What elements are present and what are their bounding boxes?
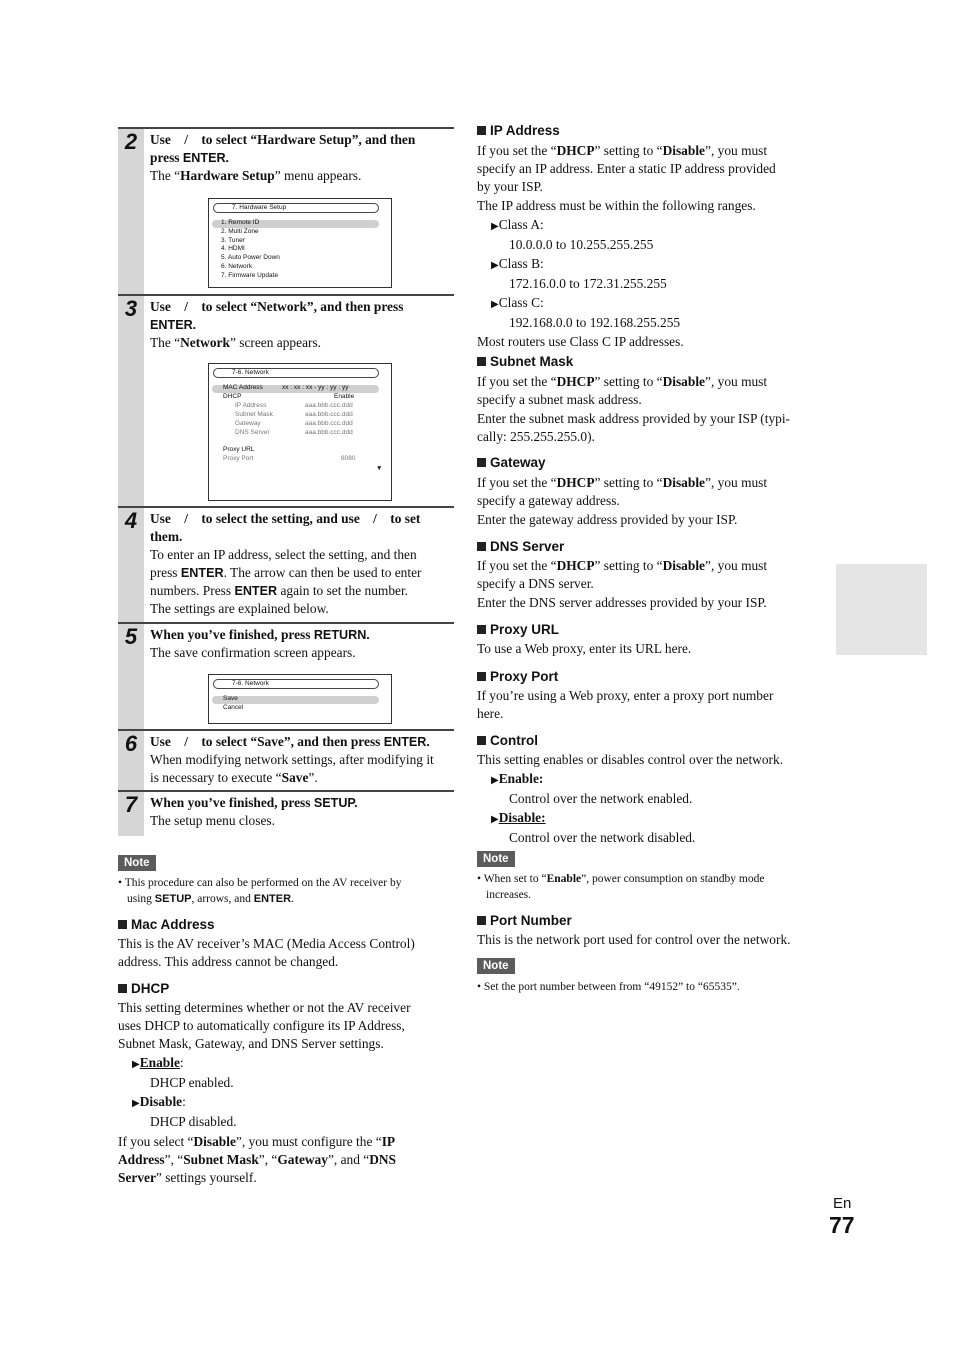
text: If you’re using a Web proxy, enter a proxy port number	[477, 688, 774, 703]
text: ”, you must configure the “	[235, 1134, 382, 1149]
text: ” setting to “	[594, 374, 663, 389]
text: 10.0.0.0 to 10.255.255.255	[509, 237, 654, 252]
subnet-mask-text	[477, 373, 822, 446]
option-disable: Disable:	[498, 810, 546, 825]
menu-item: 2. Multi Zone	[221, 227, 259, 235]
text: Subnet Mask, Gateway, and DNS Server settings.	[118, 1036, 384, 1051]
text: here.	[477, 706, 504, 721]
step-instruction: Use / to select “Network”, and then press	[150, 299, 404, 314]
field-value: aaa.bbb.ccc.ddd	[305, 429, 353, 436]
text: DHCP	[556, 143, 595, 158]
text: cally: 255.255.255.0).	[477, 429, 595, 444]
text: Control over the network disabled.	[509, 830, 696, 845]
proxy-port-label: Proxy Port	[223, 455, 254, 462]
text: When modifying network settings, after modifying it	[150, 752, 434, 767]
text: The save confirmation screen appears.	[150, 645, 356, 660]
square-bullet-icon	[118, 984, 127, 993]
square-bullet-icon	[477, 672, 486, 681]
step-number: 5	[118, 624, 144, 730]
text: ”, you must	[705, 143, 768, 158]
text: Disable	[662, 374, 705, 389]
enter-key-label: ENTER	[234, 584, 278, 598]
proxy-url-heading	[477, 622, 559, 637]
text: If you set the “	[477, 374, 557, 389]
text: numbers. Press	[150, 583, 235, 598]
return-key-label: RETURN.	[313, 628, 370, 642]
triangle-bullet-icon: ▶	[132, 1098, 140, 1109]
text: 172.16.0.0 to 172.31.255.255	[509, 276, 667, 291]
page-number: 77	[829, 1212, 855, 1238]
text: Save	[281, 770, 309, 785]
menu-item: 4. HDMI	[221, 245, 245, 253]
field-label: DNS Server	[235, 429, 270, 436]
text: ”, “	[164, 1152, 184, 1167]
text: Address	[118, 1152, 165, 1167]
field-value: aaa.bbb.ccc.ddd	[305, 411, 353, 418]
option-disable: Disable	[139, 1094, 183, 1109]
gateway-text	[477, 474, 822, 529]
text: • When set to “	[477, 873, 547, 885]
text: Disable	[662, 143, 705, 158]
text: . The arrow can then be used to enter	[223, 565, 422, 580]
text: Most routers use Class C IP addresses.	[477, 334, 684, 349]
text: by your ISP.	[477, 179, 543, 194]
text: DHCP	[556, 374, 595, 389]
subnet-mask-heading	[477, 354, 573, 369]
dhcp-text: This setting determines whether or not the AV receiver uses DHCP to automatically configure its IP Address, Subnet Mask, Gateway, and DNS Server settings. ▶Enable: DHCP enabled. ▶Disable: DHCP disabled. If you select “Disable”, you must configure the “IP Address”, “Subnet Mask”, “Gateway”, and “DNS Server” settings yourself.	[118, 999, 458, 1187]
text: Gateway	[277, 1152, 328, 1167]
text: uses DHCP to automatically configure its IP Address,	[118, 1018, 405, 1033]
text: ” setting to “	[594, 143, 663, 158]
text: The “	[150, 168, 181, 183]
menu-name: Hardware Setup	[180, 168, 275, 183]
square-bullet-icon	[477, 916, 486, 925]
text: again to set the number.	[277, 583, 409, 598]
proxy-port-text	[477, 687, 822, 723]
text: is necessary to execute “	[150, 770, 282, 785]
step-number: 6	[118, 731, 144, 792]
setup-key-label: SETUP	[154, 893, 192, 905]
menu-item: 7. Firmware Update	[221, 271, 279, 279]
text: ” screen appears.	[229, 335, 322, 350]
text: 192.168.0.0 to 192.168.255.255	[509, 315, 681, 330]
mac-value: xx : xx : xx - yy : yy : yy	[282, 384, 349, 391]
square-bullet-icon	[477, 458, 486, 467]
text: Disable	[662, 475, 705, 490]
hardware-setup-screen	[208, 198, 392, 288]
text: Enter the gateway address provided by your ISP.	[477, 512, 738, 527]
step-4	[118, 506, 454, 624]
note-badge: Note	[477, 958, 515, 974]
text: ”, you must	[705, 475, 768, 490]
text: Enter the DNS server addresses provided by your ISP.	[477, 595, 767, 610]
setup-key-label: SETUP.	[313, 796, 358, 810]
text: ”.	[308, 770, 318, 785]
text: Subnet Mask	[183, 1152, 259, 1167]
triangle-bullet-icon: ▶	[491, 260, 499, 271]
proxy-url-label: Proxy URL	[223, 446, 255, 453]
text: DHCP	[556, 475, 595, 490]
text: ”, power consumption on standby mode	[581, 873, 765, 885]
text: specify an IP address. Enter a static IP address provided	[477, 161, 776, 176]
text: using	[127, 893, 155, 905]
text: This setting determines whether or not the AV receiver	[118, 1000, 411, 1015]
text: DNS	[369, 1152, 397, 1167]
dhcp-label: DHCP	[223, 393, 242, 400]
proxy-port-value: 8080	[341, 455, 356, 462]
menu-name: Network	[180, 335, 230, 350]
heading-text: DNS Server	[490, 539, 565, 554]
triangle-bullet-icon: ▶	[491, 221, 499, 232]
text: ” menu appears.	[274, 168, 362, 183]
text: This setting enables or disables control over the network.	[477, 752, 784, 767]
text: address. This address cannot be changed.	[118, 954, 339, 969]
square-bullet-icon	[477, 625, 486, 634]
enter-key-label: ENTER.	[150, 318, 197, 332]
text: Class B:	[498, 256, 544, 271]
dns-server-text	[477, 557, 822, 612]
screen-title: 7-6. Network	[213, 368, 379, 378]
enter-key-label: ENTER	[180, 566, 224, 580]
save-confirm-screen	[208, 674, 392, 724]
dhcp-value: Enable	[334, 393, 355, 400]
step-number: 2	[118, 129, 144, 295]
menu-item: 1. Remote ID	[221, 219, 260, 226]
text: To enter an IP address, select the setting, and then	[150, 547, 417, 562]
step-6	[118, 729, 454, 792]
ip-address-text	[477, 142, 822, 351]
option-enable: Enable	[139, 1055, 180, 1070]
field-label: Gateway	[235, 420, 261, 427]
note-badge: Note	[477, 851, 515, 867]
enter-key-label: ENTER	[253, 893, 292, 905]
square-bullet-icon	[477, 542, 486, 551]
text: Class A:	[498, 217, 544, 232]
menu-item: 6. Network	[221, 263, 253, 270]
text: The settings are explained below.	[150, 601, 329, 616]
text: If you set the “	[477, 143, 557, 158]
text: Disable	[193, 1134, 236, 1149]
text: Control over the network enabled.	[509, 791, 693, 806]
heading-text: Port Number	[490, 913, 572, 928]
text: The setup menu closes.	[150, 813, 275, 828]
step-instruction: Use / to select “Hardware Setup”, and then	[150, 132, 416, 147]
text: specify a gateway address.	[477, 493, 620, 508]
mac-label: MAC Address	[223, 384, 263, 391]
text: ”, you must	[705, 374, 768, 389]
proxy-url-text: To use a Web proxy, enter its URL here.	[477, 641, 692, 656]
port-note-text: • Set the port number between from “49152” to “65535”.	[477, 981, 740, 993]
control-heading	[477, 733, 538, 748]
text: increases.	[486, 889, 532, 901]
text: ” setting to “	[594, 475, 663, 490]
field-value: aaa.bbb.ccc.ddd	[305, 420, 353, 427]
square-bullet-icon	[477, 736, 486, 745]
enter-key-label: ENTER.	[383, 735, 430, 749]
heading-text: IP Address	[490, 123, 560, 138]
language-label: En	[833, 1195, 852, 1212]
port-number-text: This is the network port used for control over the network.	[477, 932, 791, 947]
text: This is the AV receiver’s MAC (Media Access Control)	[118, 936, 415, 951]
note-text	[118, 875, 458, 907]
square-bullet-icon	[118, 920, 127, 929]
text: Class C:	[498, 295, 544, 310]
heading-text: DHCP	[131, 981, 170, 996]
text: DHCP	[556, 558, 595, 573]
step-number: 4	[118, 508, 144, 624]
square-bullet-icon	[477, 357, 486, 366]
screen-title: 7. Hardware Setup	[213, 203, 379, 213]
menu-item: 3. Tuner	[221, 236, 245, 244]
proxy-port-heading	[477, 669, 558, 684]
dhcp-heading	[118, 981, 169, 996]
note-badge: Note	[118, 855, 156, 871]
step-instruction: When you’ve finished, press	[150, 627, 314, 642]
heading-text: Proxy URL	[490, 622, 560, 637]
step-instruction: Use / to select “Save”, and then press	[150, 734, 384, 749]
text: If you set the “	[477, 558, 557, 573]
text: IP	[381, 1134, 396, 1149]
text: ” setting to “	[594, 558, 663, 573]
heading-text: Proxy Port	[490, 669, 559, 684]
triangle-bullet-icon: ▶	[132, 1059, 140, 1070]
text: If you select “	[118, 1134, 194, 1149]
heading-text: Mac Address	[131, 917, 215, 932]
step-instruction: Use / to select the setting, and use / to set	[150, 511, 421, 526]
dns-server-heading	[477, 539, 564, 554]
field-label: IP Address	[235, 402, 267, 409]
triangle-bullet-icon: ▶	[491, 775, 499, 786]
text: Server	[118, 1170, 156, 1185]
text: DHCP disabled.	[150, 1114, 237, 1129]
control-note-text	[477, 871, 822, 903]
scroll-down-icon: ▼	[376, 465, 383, 472]
screen-title: 7-6. Network	[213, 679, 379, 689]
section-side-tab	[836, 564, 927, 655]
square-bullet-icon	[477, 126, 486, 135]
heading-text: Control	[490, 733, 538, 748]
step-number: 3	[118, 296, 144, 508]
text: Enable	[546, 873, 582, 885]
step-instruction-cont: them.	[150, 529, 183, 544]
menu-item: 5. Auto Power Down	[221, 254, 280, 262]
text: specify a subnet mask address.	[477, 392, 642, 407]
text: Enter the subnet mask address provided by your ISP (typi-	[477, 411, 791, 426]
menu-item-cancel: Cancel	[223, 704, 244, 711]
text: ”, and “	[327, 1152, 370, 1167]
ip-address-heading	[477, 123, 560, 138]
menu-item-save: Save	[223, 695, 238, 702]
step-7	[118, 790, 454, 836]
text: The “	[150, 335, 181, 350]
text: DHCP enabled.	[150, 1075, 234, 1090]
text: ”, you must	[705, 558, 768, 573]
control-text	[477, 751, 822, 847]
heading-text: Gateway	[490, 455, 546, 470]
step-instruction: When you’ve finished, press	[150, 795, 314, 810]
text: specify a DNS server.	[477, 576, 594, 591]
mac-address-text	[118, 935, 415, 971]
step-number: 7	[118, 792, 144, 836]
option-enable: Enable:	[498, 771, 544, 786]
triangle-bullet-icon: ▶	[491, 299, 499, 310]
mac-address-heading	[118, 917, 215, 932]
network-screen	[208, 363, 392, 501]
text: Disable	[662, 558, 705, 573]
field-value: aaa.bbb.ccc.ddd	[305, 402, 353, 409]
step-instruction-cont: press	[150, 150, 183, 165]
gateway-heading	[477, 455, 546, 470]
text: .	[291, 893, 294, 905]
text: ” settings yourself.	[155, 1170, 257, 1185]
port-number-heading	[477, 913, 572, 928]
triangle-bullet-icon: ▶	[491, 814, 499, 825]
text: , arrows, and	[191, 893, 254, 905]
text: The IP address must be within the following ranges.	[477, 198, 756, 213]
heading-text: Subnet Mask	[490, 354, 574, 369]
text: • This procedure can also be performed on the AV receiver by	[118, 877, 402, 889]
text: press	[150, 565, 181, 580]
text: If you set the “	[477, 475, 557, 490]
field-label: Subnet Mask	[235, 411, 273, 418]
enter-key-label: ENTER.	[182, 151, 230, 165]
text: ”, “	[258, 1152, 278, 1167]
